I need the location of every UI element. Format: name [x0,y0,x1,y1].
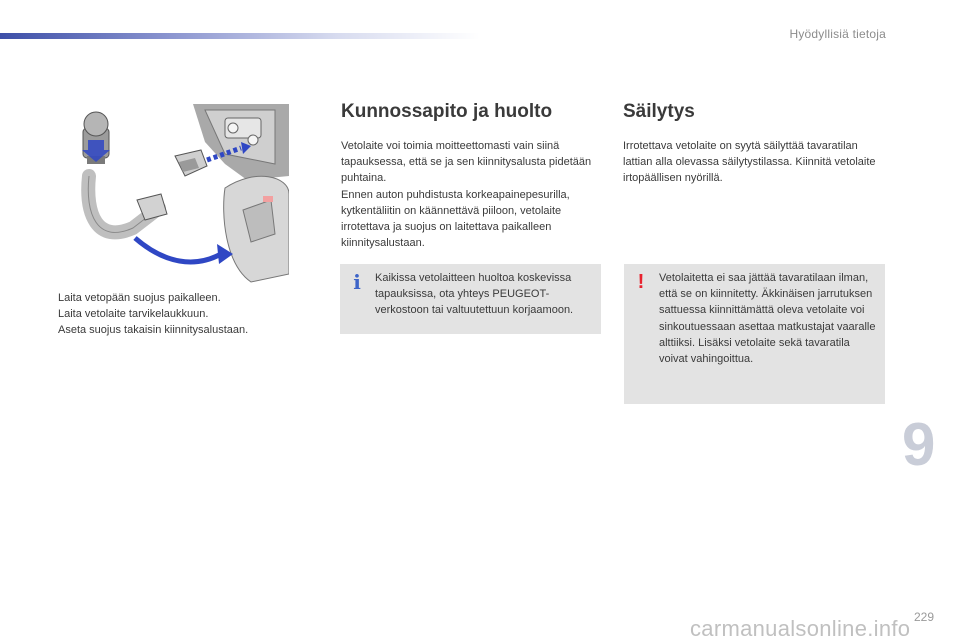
page-number: 229 [914,610,935,624]
caption-line: Laita vetopään suojus paikalleen. [58,292,221,304]
maintenance-paragraph-2: Ennen auton puhdistusta korkeapainepesurilla, kytkentäliitin on käännettävä piiloon, vetolaite irrotettava ja suojus on laitettava paikalleen kiinnitysalustaan. [341,188,570,250]
info-note-text: Kaikissa vetolaitteen huoltoa koskevissa tapauksissa, ota yhteys PEUGEOT-verkostoon tai valtuutettuun korjaamoon. [375,272,574,317]
tow-bar-cover-illustration [75,104,289,284]
storage-body [623,138,885,187]
storage-paragraph: Irrotettava vetolaite on syytä säilyttää tavaratilan lattian alla olevassa säilytystilassa. Kiinnitä vetolaite irtopäällisen nyörillä. [623,140,876,185]
info-icon: i [353,270,361,294]
caption-line: Laita vetolaite tarvikelaukkuun. [58,308,209,320]
watermark: carmanualsonline.info [690,616,911,641]
maintenance-paragraph-1: Vetolaite voi toimia moitteettomasti vain siinä tapauksessa, että se ja sen kiinnitysalusta pidetään puhtaina. [341,140,592,185]
info-note [340,264,601,334]
storage-title: Säilytys [623,101,695,122]
maintenance-title: Kunnossapito ja huolto [341,101,553,122]
header-accent-bar [0,33,480,39]
caption-line: Aseta suojus takaisin kiinnitysalustaan. [58,324,249,336]
warning-note [624,264,885,404]
illustration-caption [58,290,298,338]
chapter-number: 9 [902,411,936,478]
warning-note-text: Vetolaitetta ei saa jättää tavaratilaan ilman, että se on kiinnitetty. Äkkinäisen jarrutuksen sattuessa kiinnittämättä oleva vetolaite voi sinkoutuessaan asettaa matkustajat vaaralle alttiiksi. Lisäksi vetolaite sekä tavaratila voivat vahingoittua. [659,272,876,366]
warning-icon: ! [637,271,645,293]
maintenance-body [341,138,603,251]
section-title: Hyödyllisiä tietoja [789,27,886,41]
